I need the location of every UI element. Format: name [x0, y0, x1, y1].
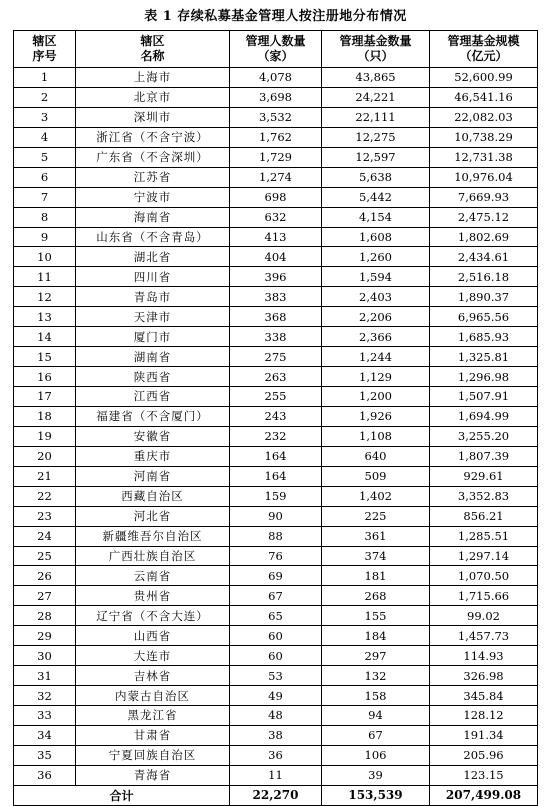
region-name-cell: 四川省: [76, 267, 230, 287]
header-text: 管理人数量: [245, 34, 306, 48]
region-name-cell: 吉林省: [76, 666, 230, 686]
fund-scale-cell: 205.96: [430, 745, 538, 765]
header-region-name: [76, 31, 230, 68]
fund-scale-cell: 2,516.18: [430, 267, 538, 287]
fund-scale-cell: 7,669.93: [430, 187, 538, 207]
fund-scale-cell: 123.15: [430, 765, 538, 785]
region-number-cell: 6: [14, 167, 76, 187]
region-name-cell: 湖北省: [76, 247, 230, 267]
manager-count-cell: 38: [230, 725, 322, 745]
fund-scale-cell: 326.98: [430, 666, 538, 686]
header-text: 辖区: [140, 34, 165, 48]
table-row: [14, 267, 538, 287]
fund-count-cell: 12,597: [322, 147, 430, 167]
manager-count-cell: 48: [230, 706, 322, 726]
region-name-cell: 湖南省: [76, 347, 230, 367]
fund-count-cell: 5,442: [322, 187, 430, 207]
manager-count-cell: 49: [230, 686, 322, 706]
fund-count-cell: 94: [322, 706, 430, 726]
manager-count-cell: 275: [230, 347, 322, 367]
table-row: [14, 686, 538, 706]
fund-count-cell: 1,108: [322, 426, 430, 446]
manager-count-cell: 76: [230, 546, 322, 566]
header-fund-count: [322, 31, 430, 68]
fund-count-cell: 297: [322, 646, 430, 666]
region-number-cell: 28: [14, 606, 76, 626]
fund-scale-cell: 3,352.83: [430, 486, 538, 506]
region-name-cell: 江苏省: [76, 167, 230, 187]
region-name-cell: 福建省（不含厦门）: [76, 406, 230, 426]
table-row: [14, 387, 538, 407]
fund-scale-cell: 12,731.38: [430, 147, 538, 167]
fund-count-cell: 640: [322, 446, 430, 466]
fund-scale-cell: 22,082.03: [430, 107, 538, 127]
fund-scale-cell: 10,738.29: [430, 127, 538, 147]
fund-scale-cell: 52,600.99: [430, 68, 538, 88]
table-body: [14, 68, 538, 786]
table-row: [14, 506, 538, 526]
table-row: [14, 466, 538, 486]
region-number-cell: 26: [14, 566, 76, 586]
region-number-cell: 3: [14, 107, 76, 127]
region-name-cell: 深圳市: [76, 107, 230, 127]
fund-scale-cell: 929.61: [430, 466, 538, 486]
manager-count-cell: 396: [230, 267, 322, 287]
region-number-cell: 9: [14, 227, 76, 247]
table-row: [14, 327, 538, 347]
region-name-cell: 辽宁省（不含大连）: [76, 606, 230, 626]
region-number-cell: 22: [14, 486, 76, 506]
region-name-cell: 重庆市: [76, 446, 230, 466]
fund-count-cell: 24,221: [322, 87, 430, 107]
fund-scale-cell: 1,457.73: [430, 626, 538, 646]
region-number-cell: 19: [14, 426, 76, 446]
table-row: [14, 347, 538, 367]
fund-scale-cell: 2,475.12: [430, 207, 538, 227]
fund-scale-cell: 345.84: [430, 686, 538, 706]
region-number-cell: 23: [14, 506, 76, 526]
fund-scale-cell: 1,285.51: [430, 526, 538, 546]
fund-scale-cell: 114.93: [430, 646, 538, 666]
fund-count-cell: 225: [322, 506, 430, 526]
region-name-cell: 云南省: [76, 566, 230, 586]
total-managers: 22,270: [230, 785, 322, 805]
region-number-cell: 33: [14, 706, 76, 726]
header-text: 管理基金规模: [447, 34, 520, 48]
fund-count-cell: 2,366: [322, 327, 430, 347]
table-row: [14, 566, 538, 586]
fund-count-cell: 361: [322, 526, 430, 546]
manager-count-cell: 1,762: [230, 127, 322, 147]
fund-scale-cell: 1,890.37: [430, 287, 538, 307]
table-row: [14, 406, 538, 426]
region-name-cell: 青岛市: [76, 287, 230, 307]
fund-count-cell: 22,111: [322, 107, 430, 127]
region-number-cell: 13: [14, 307, 76, 327]
fund-count-cell: 2,403: [322, 287, 430, 307]
region-number-cell: 5: [14, 147, 76, 167]
region-number-cell: 10: [14, 247, 76, 267]
manager-count-cell: 69: [230, 566, 322, 586]
table-row: [14, 646, 538, 666]
table-header: [14, 31, 538, 68]
table-row: [14, 207, 538, 227]
fund-count-cell: 184: [322, 626, 430, 646]
region-number-cell: 12: [14, 287, 76, 307]
fund-scale-cell: 1,715.66: [430, 586, 538, 606]
table-row: [14, 167, 538, 187]
fund-count-cell: 4,154: [322, 207, 430, 227]
fund-count-cell: 268: [322, 586, 430, 606]
fund-count-cell: 374: [322, 546, 430, 566]
table-row: [14, 486, 538, 506]
table-row: [14, 247, 538, 267]
manager-count-cell: 632: [230, 207, 322, 227]
table-row: [14, 307, 538, 327]
region-number-cell: 11: [14, 267, 76, 287]
region-name-cell: 北京市: [76, 87, 230, 107]
region-name-cell: 甘肃省: [76, 725, 230, 745]
fund-scale-cell: 1,507.91: [430, 387, 538, 407]
manager-count-cell: 368: [230, 307, 322, 327]
manager-count-cell: 1,274: [230, 167, 322, 187]
header-text: 管理基金数量: [339, 34, 412, 48]
manager-count-cell: 60: [230, 646, 322, 666]
header-text: 名称: [140, 49, 165, 63]
fund-count-cell: 67: [322, 725, 430, 745]
fund-count-cell: 509: [322, 466, 430, 486]
fund-scale-cell: 1,325.81: [430, 347, 538, 367]
region-name-cell: 安徽省: [76, 426, 230, 446]
table-row: [14, 745, 538, 765]
manager-count-cell: 67: [230, 586, 322, 606]
region-number-cell: 2: [14, 87, 76, 107]
fund-scale-cell: 1,807.39: [430, 446, 538, 466]
fund-count-cell: 43,865: [322, 68, 430, 88]
region-name-cell: 青海省: [76, 765, 230, 785]
manager-count-cell: 3,698: [230, 87, 322, 107]
table-row: [14, 725, 538, 745]
fund-count-cell: 39: [322, 765, 430, 785]
manager-count-cell: 383: [230, 287, 322, 307]
region-number-cell: 7: [14, 187, 76, 207]
table-row: [14, 147, 538, 167]
fund-scale-cell: 2,434.61: [430, 247, 538, 267]
table-row: [14, 706, 538, 726]
fund-count-cell: 2,206: [322, 307, 430, 327]
region-number-cell: 4: [14, 127, 76, 147]
region-number-cell: 27: [14, 586, 76, 606]
fund-count-cell: 181: [322, 566, 430, 586]
fund-count-cell: 155: [322, 606, 430, 626]
region-name-cell: 黑龙江省: [76, 706, 230, 726]
fund-scale-cell: 3,255.20: [430, 426, 538, 446]
region-number-cell: 8: [14, 207, 76, 227]
table-row: [14, 68, 538, 88]
registration-distribution-table: [13, 30, 538, 806]
fund-count-cell: 1,129: [322, 367, 430, 387]
fund-count-cell: 12,275: [322, 127, 430, 147]
region-number-cell: 1: [14, 68, 76, 88]
region-number-cell: 35: [14, 745, 76, 765]
fund-count-cell: 1,594: [322, 267, 430, 287]
region-number-cell: 24: [14, 526, 76, 546]
table-row: [14, 227, 538, 247]
table-row: [14, 426, 538, 446]
fund-scale-cell: 1,296.98: [430, 367, 538, 387]
fund-scale-cell: 856.21: [430, 506, 538, 526]
fund-scale-cell: 99.02: [430, 606, 538, 626]
region-name-cell: 山东省（不含青岛）: [76, 227, 230, 247]
fund-scale-cell: 1,685.93: [430, 327, 538, 347]
manager-count-cell: 88: [230, 526, 322, 546]
table-row: [14, 87, 538, 107]
header-text: （只）: [357, 49, 394, 63]
fund-scale-cell: 1,694.99: [430, 406, 538, 426]
fund-count-cell: 132: [322, 666, 430, 686]
manager-count-cell: 255: [230, 387, 322, 407]
manager-count-cell: 404: [230, 247, 322, 267]
manager-count-cell: 90: [230, 506, 322, 526]
region-name-cell: 陕西省: [76, 367, 230, 387]
region-name-cell: 内蒙古自治区: [76, 686, 230, 706]
table-row: [14, 127, 538, 147]
table-footer: [14, 785, 538, 805]
region-name-cell: 河北省: [76, 506, 230, 526]
fund-scale-cell: 1,802.69: [430, 227, 538, 247]
manager-count-cell: 11: [230, 765, 322, 785]
table-row: [14, 287, 538, 307]
region-number-cell: 20: [14, 446, 76, 466]
fund-scale-cell: 46,541.16: [430, 87, 538, 107]
header-manager-count: [230, 31, 322, 68]
fund-count-cell: 158: [322, 686, 430, 706]
region-name-cell: 河南省: [76, 466, 230, 486]
header-text: （亿元）: [459, 49, 508, 63]
table-row: [14, 765, 538, 785]
region-name-cell: 浙江省（不含宁波）: [76, 127, 230, 147]
region-name-cell: 江西省: [76, 387, 230, 407]
region-number-cell: 14: [14, 327, 76, 347]
region-name-cell: 大连市: [76, 646, 230, 666]
region-number-cell: 30: [14, 646, 76, 666]
region-number-cell: 25: [14, 546, 76, 566]
fund-scale-cell: 1,297.14: [430, 546, 538, 566]
fund-scale-cell: 128.12: [430, 706, 538, 726]
region-name-cell: 广东省（不含深圳）: [76, 147, 230, 167]
manager-count-cell: 164: [230, 446, 322, 466]
region-number-cell: 16: [14, 367, 76, 387]
region-number-cell: 21: [14, 466, 76, 486]
region-name-cell: 厦门市: [76, 327, 230, 347]
total-funds: 153,539: [322, 785, 430, 805]
manager-count-cell: 164: [230, 466, 322, 486]
manager-count-cell: 36: [230, 745, 322, 765]
region-name-cell: 上海市: [76, 68, 230, 88]
region-name-cell: 宁夏回族自治区: [76, 745, 230, 765]
table-row: [14, 546, 538, 566]
region-name-cell: 新疆维吾尔自治区: [76, 526, 230, 546]
fund-scale-cell: 10,976.04: [430, 167, 538, 187]
total-label: 合计: [14, 785, 230, 805]
fund-scale-cell: 1,070.50: [430, 566, 538, 586]
manager-count-cell: 338: [230, 327, 322, 347]
manager-count-cell: 698: [230, 187, 322, 207]
table-row: [14, 187, 538, 207]
manager-count-cell: 4,078: [230, 68, 322, 88]
fund-count-cell: 1,608: [322, 227, 430, 247]
table-row: [14, 626, 538, 646]
region-name-cell: 广西壮族自治区: [76, 546, 230, 566]
header-text: 序号: [32, 49, 57, 63]
region-name-cell: 西藏自治区: [76, 486, 230, 506]
header-fund-scale: [430, 31, 538, 68]
manager-count-cell: 243: [230, 406, 322, 426]
manager-count-cell: 159: [230, 486, 322, 506]
table-title: 表 1 存续私募基金管理人按注册地分布情况: [144, 9, 407, 24]
table-row: [14, 367, 538, 387]
table-row: [14, 666, 538, 686]
table-row: [14, 446, 538, 466]
region-name-cell: 宁波市: [76, 187, 230, 207]
manager-count-cell: 1,729: [230, 147, 322, 167]
region-number-cell: 18: [14, 406, 76, 426]
fund-count-cell: 5,638: [322, 167, 430, 187]
manager-count-cell: 263: [230, 367, 322, 387]
region-number-cell: 29: [14, 626, 76, 646]
fund-count-cell: 1,926: [322, 406, 430, 426]
region-number-cell: 34: [14, 725, 76, 745]
manager-count-cell: 53: [230, 666, 322, 686]
manager-count-cell: 413: [230, 227, 322, 247]
fund-count-cell: 1,200: [322, 387, 430, 407]
table-row: [14, 586, 538, 606]
region-number-cell: 31: [14, 666, 76, 686]
region-name-cell: 山西省: [76, 626, 230, 646]
header-region-number: [14, 31, 76, 68]
total-scale: 207,499.08: [430, 785, 538, 805]
fund-count-cell: 1,260: [322, 247, 430, 267]
manager-count-cell: 60: [230, 626, 322, 646]
manager-count-cell: 232: [230, 426, 322, 446]
region-number-cell: 15: [14, 347, 76, 367]
table-row: [14, 526, 538, 546]
region-name-cell: 贵州省: [76, 586, 230, 606]
region-name-cell: 天津市: [76, 307, 230, 327]
region-number-cell: 32: [14, 686, 76, 706]
region-name-cell: 海南省: [76, 207, 230, 227]
manager-count-cell: 65: [230, 606, 322, 626]
fund-count-cell: 1,244: [322, 347, 430, 367]
header-text: 辖区: [32, 34, 57, 48]
fund-count-cell: 1,402: [322, 486, 430, 506]
total-row: [14, 785, 538, 805]
fund-scale-cell: 191.34: [430, 725, 538, 745]
region-number-cell: 17: [14, 387, 76, 407]
manager-count-cell: 3,532: [230, 107, 322, 127]
header-row: [14, 31, 538, 68]
table-row: [14, 107, 538, 127]
fund-scale-cell: 6,965.56: [430, 307, 538, 327]
table-row: [14, 606, 538, 626]
header-text: （家）: [257, 49, 294, 63]
fund-count-cell: 106: [322, 745, 430, 765]
region-number-cell: 36: [14, 765, 76, 785]
